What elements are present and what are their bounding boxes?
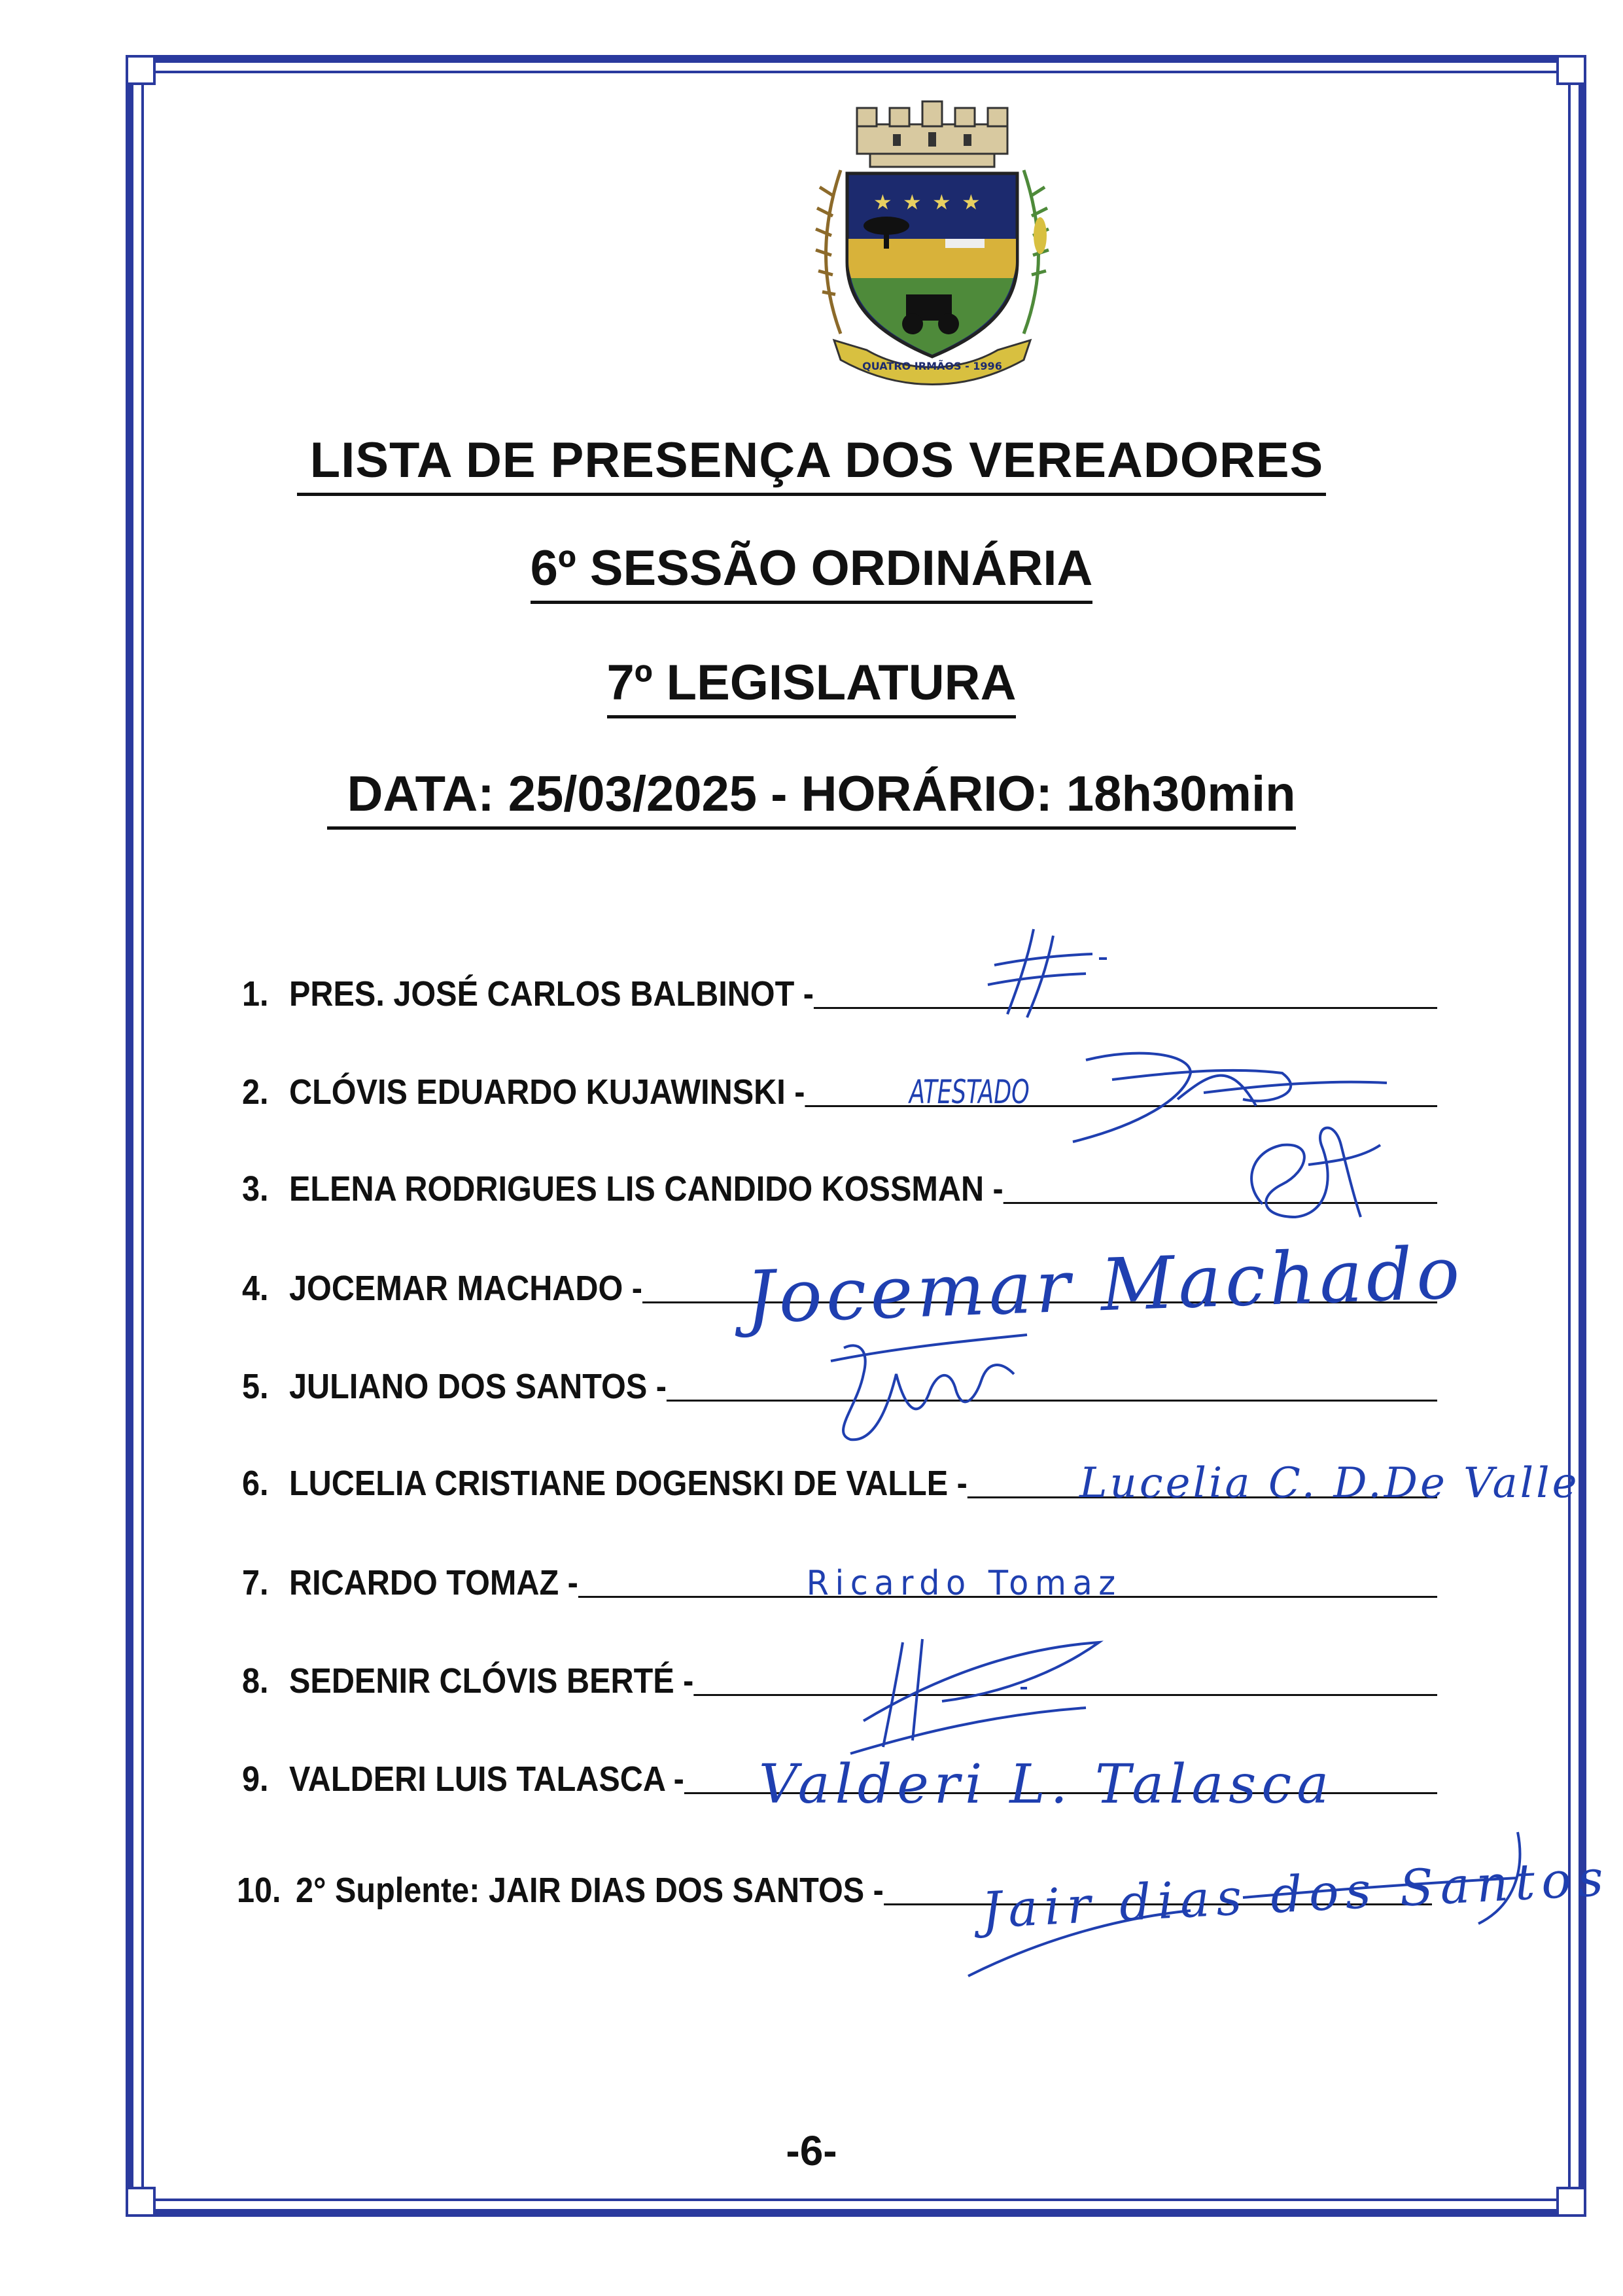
attendee-name: JULIANO DOS SANTOS - <box>289 1367 667 1406</box>
attendee-number: 2. <box>242 1072 269 1112</box>
signature-6: Lucelia C. D.De Valle <box>1079 1459 1580 1508</box>
attendee-number: 8. <box>242 1661 269 1701</box>
signature-4: Jocemar Machado <box>744 1230 1465 1340</box>
signature-line[interactable] <box>667 1400 1437 1402</box>
attendee-row <box>242 1354 1437 1407</box>
attendee-row <box>242 1747 1437 1799</box>
date-time-line: DATA: 25/03/2025 - HORÁRIO: 18h30min <box>0 766 1623 830</box>
attendee-number: 7. <box>242 1563 269 1602</box>
attendee-number: 6. <box>242 1464 269 1503</box>
signature-line[interactable] <box>693 1694 1437 1696</box>
attendee-number: 5. <box>242 1367 269 1406</box>
attendee-number: 1. <box>242 974 269 1014</box>
svg-text:★: ★ <box>962 190 981 215</box>
signature-9: Valderi L. Talasca <box>759 1754 1335 1816</box>
attendee-row <box>237 1858 1432 1911</box>
attendee-name: CLÓVIS EDUARDO KUJAWINSKI - <box>289 1072 805 1112</box>
svg-text:★: ★ <box>932 190 951 215</box>
attendee-number: 4. <box>242 1269 269 1308</box>
signature-line[interactable] <box>578 1596 1437 1598</box>
attendee-row <box>242 962 1437 1014</box>
attendee-name: LUCELIA CRISTIANE DOGENSKI DE VALLE - <box>289 1464 968 1503</box>
session-title: 6º SESSÃO ORDINÁRIA <box>0 540 1623 604</box>
signature-7: Ricardo Tomaz <box>806 1564 1122 1603</box>
attendee-row <box>242 1256 1437 1309</box>
svg-text:★: ★ <box>873 190 892 215</box>
attendee-name: SEDENIR CLÓVIS BERTÉ - <box>289 1661 694 1701</box>
attendee-row <box>242 1649 1437 1701</box>
border-corner-top-right <box>1556 55 1586 85</box>
signature-line[interactable] <box>968 1496 1437 1498</box>
legislature-title: 7º LEGISLATURA <box>0 654 1623 718</box>
corn-branch <box>1024 170 1049 334</box>
document-title: LISTA DE PRESENÇA DOS VEREADORES <box>0 432 1623 496</box>
attendee-name: VALDERI LUIS TALASCA - <box>289 1759 684 1799</box>
border-corner-bottom-right <box>1556 2187 1586 2217</box>
attendee-number: 10. <box>237 1871 281 1910</box>
wheat-branch <box>816 170 841 334</box>
attendee-name: 2° Suplente: JAIR DIAS DOS SANTOS - <box>296 1871 884 1910</box>
attendee-number: 3. <box>242 1169 269 1209</box>
attendee-name: RICARDO TOMAZ - <box>289 1563 578 1602</box>
attendee-row <box>242 1060 1437 1112</box>
signature-line[interactable] <box>1003 1202 1437 1204</box>
attendee-name: PRES. JOSÉ CARLOS BALBINOT - <box>289 974 814 1014</box>
signature-2-note: ATESTADO <box>909 1073 1030 1111</box>
signature-line[interactable] <box>642 1301 1437 1303</box>
signature-line[interactable] <box>814 1007 1437 1009</box>
attendee-row <box>242 1451 1437 1504</box>
attendee-name: ELENA RODRIGUES LIS CANDIDO KOSSMAN - <box>289 1169 1003 1209</box>
signature-line[interactable] <box>884 1903 1432 1905</box>
attendee-row <box>242 1157 1437 1209</box>
svg-text:★: ★ <box>903 190 922 215</box>
border-corner-top-left <box>126 55 156 85</box>
municipal-crest-logo <box>795 98 1070 386</box>
signature-line[interactable] <box>805 1105 1437 1107</box>
crest-banner-text: QUATRO IRMÃOS - 1996 <box>862 360 1002 372</box>
signature-10: Jair dias dos Santos <box>980 1848 1611 1940</box>
signature-line[interactable] <box>684 1792 1437 1794</box>
attendee-name: JOCEMAR MACHADO - <box>289 1269 642 1308</box>
attendee-row <box>242 1551 1437 1603</box>
attendee-number: 9. <box>242 1759 269 1799</box>
border-corner-bottom-left <box>126 2187 156 2217</box>
page-number: -6- <box>786 2127 837 2174</box>
